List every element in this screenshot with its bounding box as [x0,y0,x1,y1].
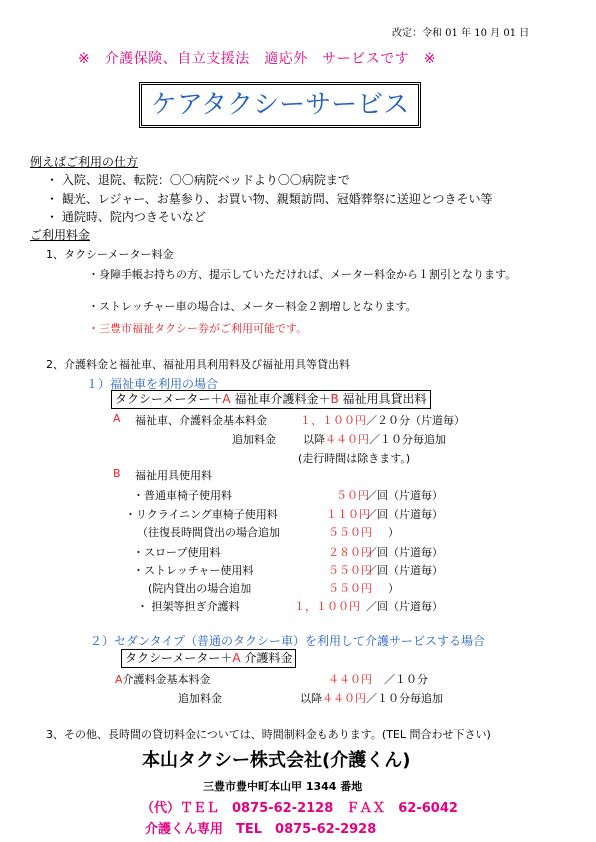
b-row-name: ・リクライニング車椅子使用料 [125,508,278,521]
section-1-title: 1、タクシーメーター料金 [46,248,174,261]
c-base-text: 介護料金基本料金 [122,673,211,686]
b-row-unit: ／回（片道毎） [366,600,443,613]
a-extra-amount: ４４０円 [325,433,369,446]
b-row-price: ５５０円 [328,582,372,595]
subsection-welfare-car: １）福祉車を利用の場合 [86,377,219,391]
a-extra-price [303,431,446,447]
b-row-name: ・ 担架等担ぎ介護料 [137,600,240,613]
b-row-name: (院内貸出の場合追加 [148,582,252,595]
b-row-price: １１０円 [326,508,370,521]
usage-item: ・ 通院時、院内つきそいなど [46,210,206,224]
c-base-price: ４４０円 [328,673,372,686]
b-row-name: ・ストレッチャー使用料 [133,564,254,577]
a-base-price: １、１００円 [300,414,366,427]
formula-part: タクシーメーター＋ [125,651,233,665]
c-extra-pre: 以降 [300,692,322,705]
c-extra-unit: ／１０分毎追加 [366,692,443,705]
usage-item: ・ 入院、退院、転院：〇〇病院ベッドより〇〇病院まで [46,173,350,187]
company-address: 三豊市豊中町本山甲 1344 番地 [203,780,363,793]
section-1-note: ・ストレッチャー車の場合は、メーター料金２割増しとなります。 [88,300,417,313]
formula-box-2 [121,649,296,668]
usage-item: ・ 観光、レジャー、お墓参り、お買い物、親類訪問、冠婚葬祭に送迎とつきそい等 [46,192,493,206]
b-row-name: ・普通車椅子使用料 [133,489,232,502]
formula-a-label: A [232,651,241,665]
page-title: ケアタクシーサービス [139,82,421,128]
a-extra-pre: 以降 [303,433,325,446]
c-base [115,671,211,687]
notice-line: ※ 介護保険、自立支援法 適応外 サービスです ※ [78,51,436,67]
section-3-text: 3、その他、長時間の貸切料金については、時間制料金もあります。(TEL 問合わせ下さい) [46,728,491,741]
b-row-unit: ） [388,582,399,595]
b-row-unit: ／回（片道毎） [366,489,443,502]
company-name: 本山タクシー株式会社(介護くん) [142,750,411,771]
b-label: B [113,467,121,480]
formula-part: 福祉用具貸出料 [342,392,427,406]
formula-b-label: B [330,392,339,406]
usage-heading: 例えばご利用の仕方 [30,155,139,169]
a-extra-unit: ／１０分毎追加 [369,433,446,446]
b-row-price: ５５０円 [328,564,372,577]
company-tel-fax[interactable]: （代）ＴＥＬ 0875-62-2128 ＦＡＸ 62-6042 [141,801,458,816]
a-base-unit: ／２０分（片道毎） [366,414,465,427]
section-1-note: ・身障手帳お持ちの方、提示していただければ、メーター料金から１割引となります。 [88,268,517,281]
b-title: 福祉用具使用料 [135,469,212,482]
formula-part: 福祉車介護料金＋ [234,392,331,406]
b-row-unit: ／回（片道毎） [366,546,443,559]
b-row-price: ２８０円 [328,546,372,559]
b-row-unit: ／回（片道毎） [366,508,443,521]
b-row-name: （往復長時間貸出の場合追加 [137,526,280,539]
care-tel[interactable]: 介護くん専用 TEL 0875-62-2928 [145,822,377,837]
section-2-title: 2、介護料金と福祉車、福祉用具利用料及び福祉用具等貸出料 [46,358,350,371]
c-base-unit: ／１０分 [384,673,428,686]
revision-date: 改定：令和 01 年 10 月 01 日 [392,28,530,39]
b-row-unit: ／回（片道毎） [366,564,443,577]
formula-part: タクシーメーター＋ [115,392,223,406]
b-row-price: ５０円 [336,489,369,502]
b-row-price: １，１００円 [294,600,360,613]
c-extra-price: ４４０円 [322,692,366,705]
a-label: A [113,412,121,425]
c-label: A [115,673,123,686]
formula-a-label: A [222,392,231,406]
a-note: (走行時間は除きます。) [298,452,411,465]
c-extra-label: 追加料金 [178,692,222,705]
formula-box-1 [111,390,431,409]
a-base-text: 福祉車、介護料金基本料金 [135,414,267,427]
formula-part: 介護料金 [244,651,293,665]
b-row-unit: ） [388,526,399,539]
a-extra-label: 追加料金 [232,433,276,446]
c-extra [300,690,443,706]
welfare-ticket-note: ・三豊市福祉タクシー券がご利用可能です。 [88,322,308,335]
b-row-name: ・スロープ使用料 [133,546,221,559]
b-row-price: ５５０円 [328,526,372,539]
subsection-sedan: ２）セダンタイプ（普通のタクシー車）を利用して介護サービスする場合 [90,634,486,648]
fees-heading: ご利用料金 [30,228,91,242]
